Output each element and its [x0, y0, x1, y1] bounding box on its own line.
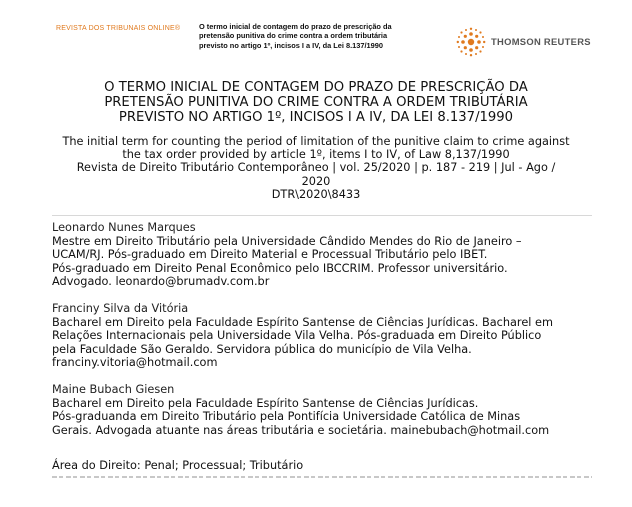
revista-dos-tribunais-logo: REVISTA DOS TRIBUNAIS ONLINE® [56, 25, 181, 32]
article-title-line: PRETENSÃO PUNITIVA DO CRIME CONTRA A ORDEM TRIBUTÁRIA [104, 95, 528, 110]
thomson-reuters-logo-icon [456, 27, 486, 57]
header-title-line: O termo inicial de contagem do prazo de prescrição da [199, 22, 392, 31]
author-bio-line: Bacharel em Direito pela Faculdade Espírito Santense de Ciências Jurídicas. [52, 396, 479, 410]
citation-line: Revista de Direito Tributário Contemporâneo | vol. 25/2020 | p. 187 - 219 | Jul - Ago / [76, 161, 556, 175]
author-bio-line: UCAM/RJ. Pós-graduado em Direito Material e Processual Tributário pelo IBET. [52, 248, 488, 261]
author-bio-line: Gerais. Advogada atuante nas áreas tributária e societária. mainebubach@hotmail.com [52, 423, 550, 437]
author-bio-line: Relações Internacionais pela Universidade Vila Velha. Pós-graduada em Direito Público [52, 329, 542, 342]
citation-line: 2020 [301, 174, 331, 188]
divider [52, 215, 592, 216]
author-entry [52, 383, 600, 437]
header-title-line: previsto no artigo 1º, incisos I a IV, da Lei 8.137/1990 [199, 40, 383, 50]
author-bio-line: Pós-graduanda em Direito Tributário pela Pontifícia Universidade Católica de Minas [52, 410, 521, 423]
author-bio-line: Bacharel em Direito pela Faculdade Espírito Santense de Ciências Jurídicas. Bacharel em [52, 315, 553, 329]
author-entry [52, 221, 600, 289]
document-id: DTR\2020\8433 [271, 187, 361, 201]
article-subtitle [56, 135, 576, 201]
author-name: Leonardo Nunes Marques [52, 221, 196, 234]
author-bio-line: Pós-graduado em Direito Penal Econômico pelo IBCCRIM. Professor universitário. [52, 261, 508, 275]
english-title-line: the tax order provided by article 1º, items I to IV, of Law 8,137/1990 [122, 148, 510, 162]
english-title-line: The initial term for counting the period of limitation of the punitive claim to crime against [62, 135, 570, 148]
author-bio-line: franciny.vitoria@hotmail.com [52, 356, 218, 369]
author-bio-line: Mestre em Direito Tributário pela Universidade Cândido Mendes do Rio de Janeiro – [52, 234, 522, 248]
author-name: Franciny Silva da Vitória [52, 302, 189, 315]
author-name: Maine Bubach Giesen [52, 383, 175, 396]
author-list [52, 221, 600, 451]
cropped-text-line [52, 474, 592, 479]
author-bio-line: Advogado. leonardo@brumadv.com.br [52, 275, 270, 288]
header-document-title [199, 22, 454, 50]
author-entry [52, 302, 600, 370]
thomson-reuters-name: THOMSON REUTERS [491, 36, 591, 47]
document-header [0, 0, 632, 70]
article-title-line: PREVISTO NO ARTIGO 1º, INCISOS I A IV, DA LEI 8.137/1990 [118, 110, 514, 125]
author-bio-line: pela Faculdade São Geraldo. Servidora pública do município de Vila Velha. [52, 342, 472, 356]
area-do-direito: Área do Direito: Penal; Processual; Tributário [52, 459, 304, 472]
header-title-line: pretensão punitiva do crime contra a ordem tributária [199, 31, 388, 41]
article-title-line: O TERMO INICIAL DE CONTAGEM DO PRAZO DE PRESCRIÇÃO DA [104, 80, 528, 95]
article-title [56, 80, 576, 125]
